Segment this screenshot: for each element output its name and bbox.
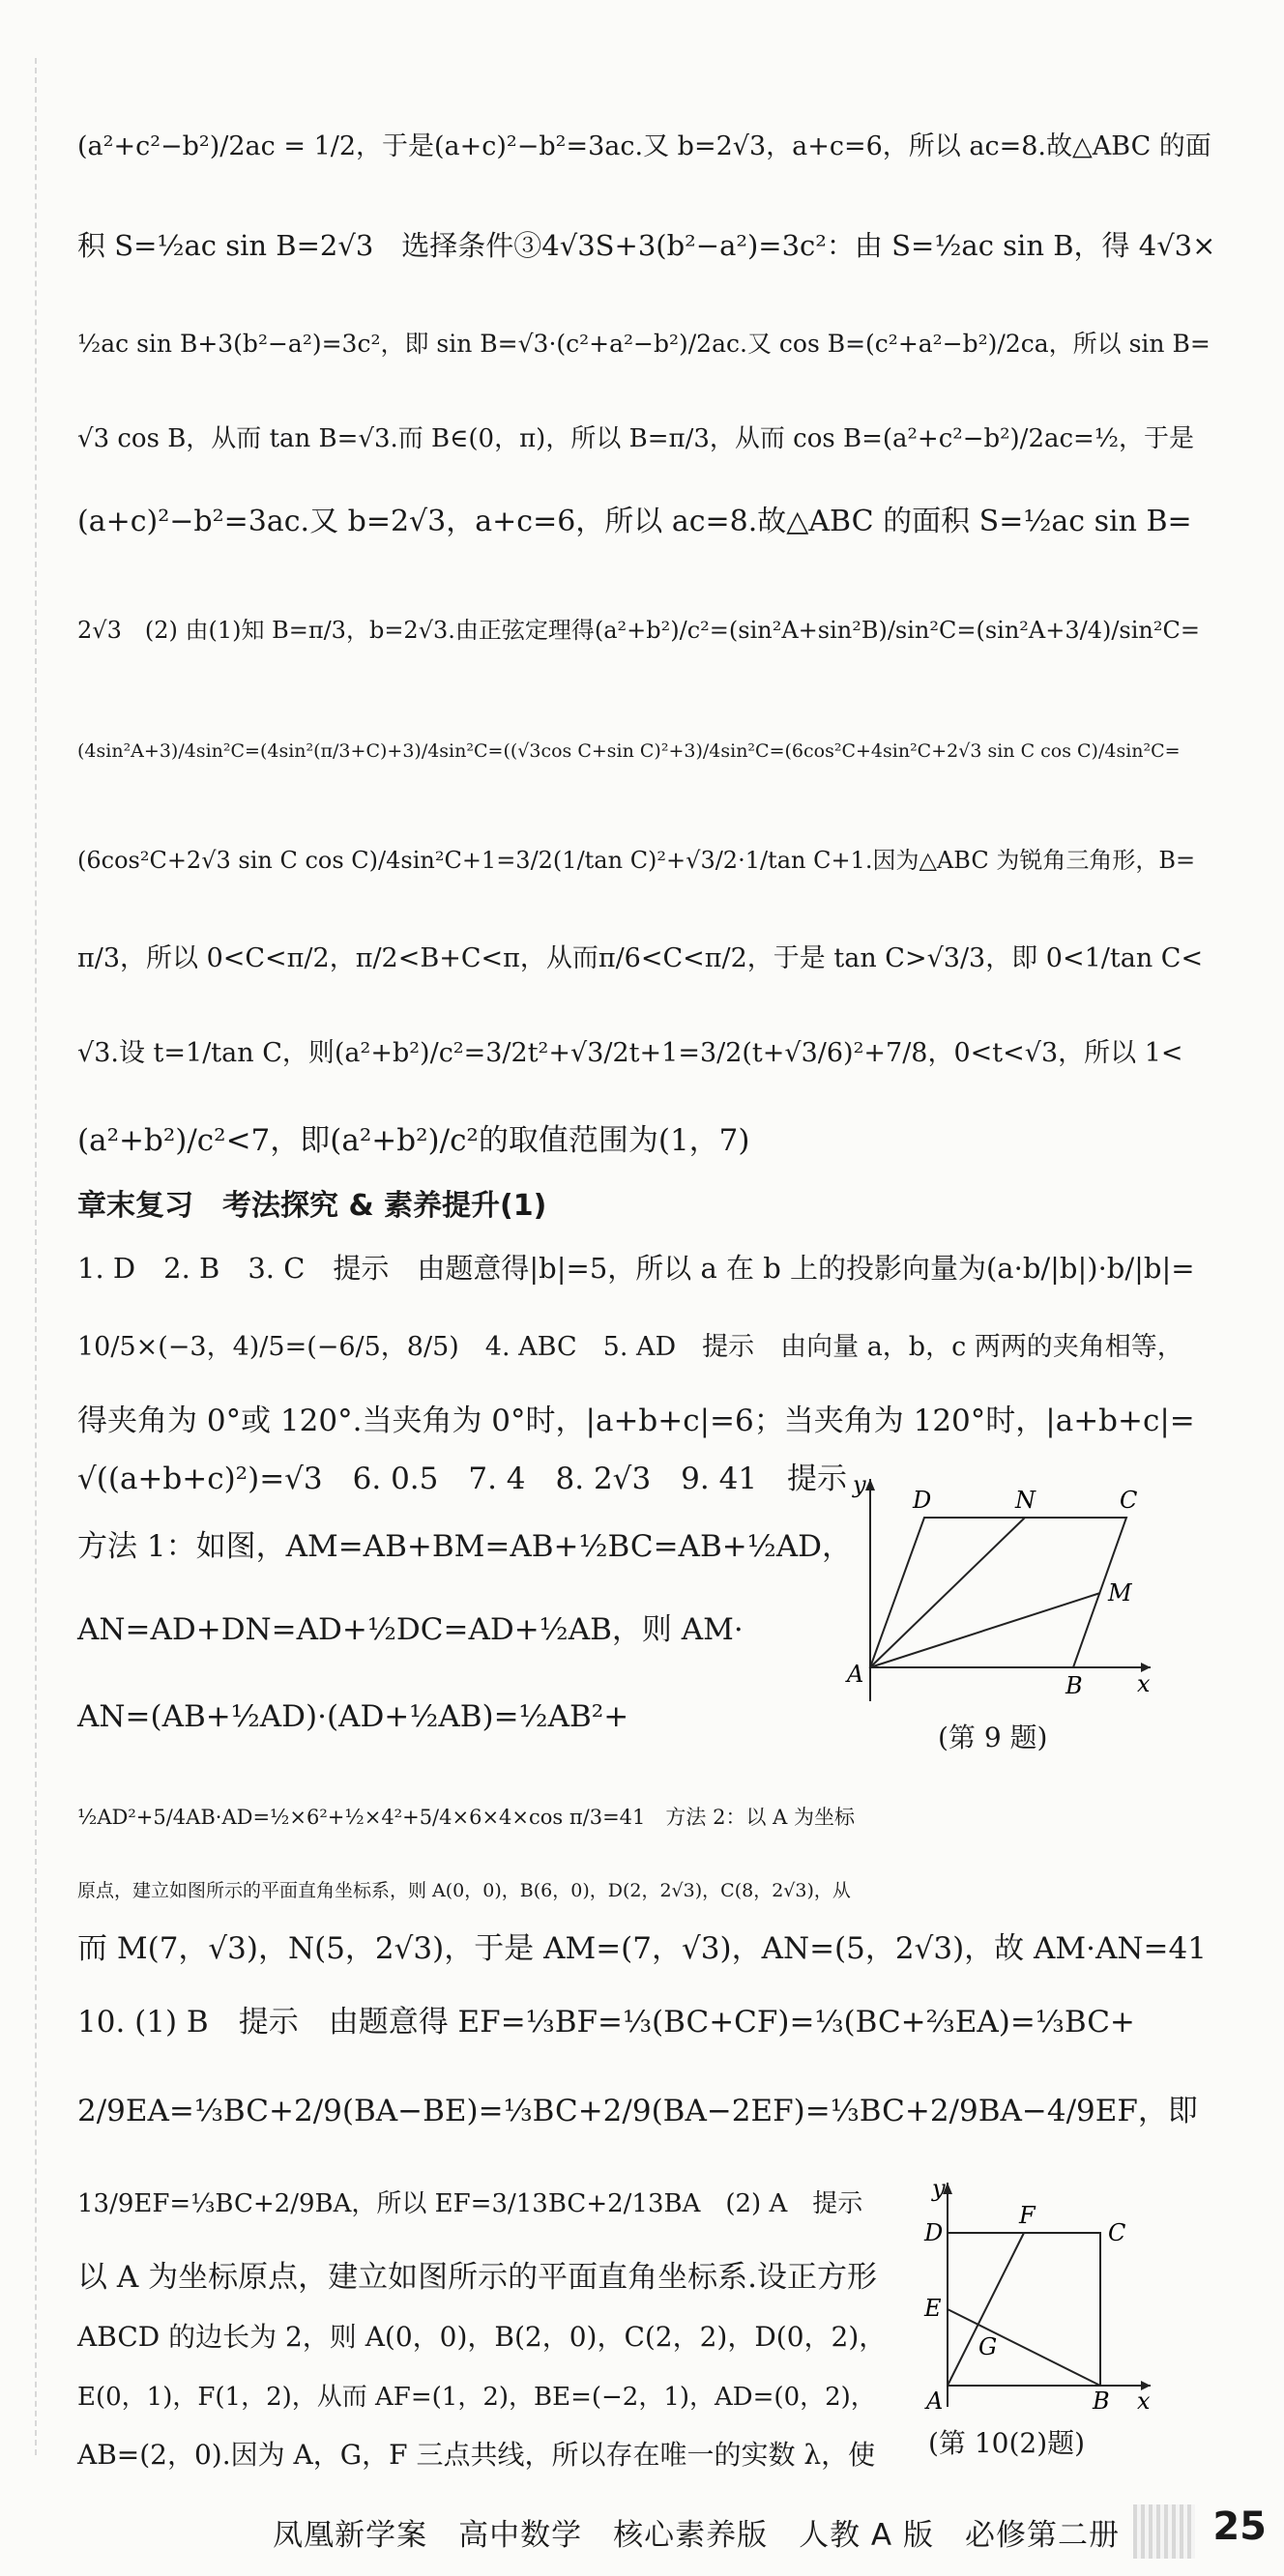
answer-line: 原点，建立如图所示的平面直角坐标系，则 A(0，0)，B(6，0)，D(2，2√3)，C(8，2√3)，从 xyxy=(77,1880,851,1901)
qr-code-icon xyxy=(1133,2504,1195,2559)
answer-line: 13/9EF=⅓BC+2/9BA，所以 EF=3/13BC+2/13BA (2) A 提示 xyxy=(77,2189,863,2218)
section-title: 章末复习 考法探究 & 素养提升(1) xyxy=(77,1189,547,1223)
answer-line: AB=(2，0).因为 A，G，F 三点共线，所以存在唯一的实数 λ，使 xyxy=(77,2439,876,2471)
page-number: 25 xyxy=(1212,2504,1267,2549)
answer-line: ABCD 的边长为 2，则 A(0，0)，B(2，0)，C(2，2)，D(0，2)， xyxy=(77,2321,887,2353)
fig9-label-x: x xyxy=(1137,1670,1151,1697)
fig10-label-c: C xyxy=(1108,2219,1126,2246)
text-line: √3.设 t=1/tan C，则(a²+b²)/c²=3/2t²+√3/2t+1=3/2(t+√3/6)²+7/8，0<t<√3，所以 1< xyxy=(77,1038,1183,1068)
page-footer xyxy=(0,2499,1284,2566)
answer-line: 2/9EA=⅓BC+2/9(BA−BE)=⅓BC+2/9(BA−2EF)=⅓BC+2/9BA−4/9EF，即 xyxy=(77,2094,1198,2128)
answer-line: 1. D 2. B 3. C 提示 由题意得|b|=5，所以 a 在 b 上的投影向量为(a·b/|b|)·b/|b|= xyxy=(77,1252,1195,1285)
answer-line: √((a+b+c)²)=√3 6. 0.5 7. 4 8. 2√3 9. 41 提示 xyxy=(77,1462,848,1496)
text-line: (a+c)²−b²=3ac.又 b=2√3，a+c=6，所以 ac=8.故△ABC 的面积 S=½ac sin B= xyxy=(77,505,1192,538)
fig9-label-n: N xyxy=(1015,1487,1036,1514)
binding-margin-line xyxy=(35,58,37,2455)
fig10-label-x: x xyxy=(1137,2388,1151,2415)
figure-9-caption: (第 9 题) xyxy=(938,1722,1048,1753)
text-line: (6cos²C+2√3 sin C cos C)/4sin²C+1=3/2(1/tan C)²+√3/2·1/tan C+1.因为△ABC 为锐角三角形，B= xyxy=(77,847,1196,874)
text-line: 积 S=½ac sin B=2√3 选择条件③4√3S+3(b²−a²)=3c²：由 S=½ac sin B，得 4√3× xyxy=(77,229,1216,262)
fig9-label-b: B xyxy=(1065,1672,1083,1699)
fig9-label-d: D xyxy=(913,1487,932,1514)
fig10-label-e: E xyxy=(924,2295,942,2322)
answer-line: 而 M(7，√3)，N(5，2√3)，于是 AM=(7，√3)，AN=(5，2√3)，故 AM·AN=41 xyxy=(77,1931,1207,1966)
figure-10-2-caption: (第 10(2)题) xyxy=(928,2427,1086,2459)
text-line: π/3，所以 0<C<π/2，π/2<B+C<π，从而π/6<C<π/2，于是 tan C>√3/3，即 0<1/tan C< xyxy=(77,943,1204,973)
text-line: ½ac sin B+3(b²−a²)=3c²，即 sin B=√3·(c²+a²−b²)/2ac.又 cos B=(c²+a²−b²)/2ca，所以 sin B= xyxy=(77,330,1211,358)
footer-book-title: 凤凰新学案 高中数学 核心素养版 人教 A 版 必修第二册 xyxy=(273,2518,1120,2553)
figure-10-2 xyxy=(919,2175,1170,2465)
fig9-label-m: M xyxy=(1108,1579,1132,1606)
fig9-label-y: y xyxy=(853,1471,866,1498)
text-line: √3 cos B，从而 tan B=√3.而 B∈(0，π)，所以 B=π/3，从而 cos B=(a²+c²−b²)/2ac=½，于是 xyxy=(77,424,1195,453)
answer-line: 10. (1) B 提示 由题意得 EF=⅓BF=⅓(BC+CF)=⅓(BC+⅔EA)=⅓BC+ xyxy=(77,2005,1135,2040)
fig10-label-g: G xyxy=(978,2333,998,2360)
text-line: (a²+c²−b²)/2ac = 1/2，于是(a+c)²−b²=3ac.又 b=2√3，a+c=6，所以 ac=8.故△ABC 的面 xyxy=(77,131,1211,161)
answer-line: AN=(AB+½AD)·(AD+½AB)=½AB²+ xyxy=(77,1699,629,1734)
fig9-label-a: A xyxy=(847,1661,864,1688)
answer-line: 以 A 为坐标原点，建立如图所示的平面直角坐标系.设正方形 xyxy=(77,2260,877,2295)
answer-line: AN=AD+DN=AD+½DC=AD+½AB，则 AM· xyxy=(77,1612,744,1647)
answer-line: E(0，1)，F(1，2)，从而 AF=(1，2)，BE=(−2，1)，AD=(0，2)， xyxy=(77,2383,876,2412)
fig10-label-y: y xyxy=(932,2175,946,2202)
figure-9 xyxy=(841,1469,1160,1759)
answer-line: 10/5×(−3，4)/5=(−6/5，8/5) 4. ABC 5. AD 提示 由向量 a，b，c 两两的夹角相等， xyxy=(77,1332,1183,1362)
figure-9-diagram xyxy=(841,1469,1160,1711)
answer-line: ½AD²+5/4AB·AD=½×6²+½×4²+5/4×6×4×cos π/3=41 方法 2：以 A 为坐标 xyxy=(77,1806,855,1829)
text-line: (a²+b²)/c²<7，即(a²+b²)/c²的取值范围为(1，7) xyxy=(77,1123,750,1158)
fig10-label-b: B xyxy=(1093,2388,1110,2415)
fig10-label-a: A xyxy=(926,2388,944,2415)
fig9-label-c: C xyxy=(1120,1487,1138,1514)
answer-line: 方法 1：如图，AM=AB+BM=AB+½BC=AB+½AD， xyxy=(77,1529,852,1564)
fig10-label-f: F xyxy=(1019,2202,1036,2229)
fig10-label-d: D xyxy=(924,2219,944,2246)
text-line: (4sin²A+3)/4sin²C=(4sin²(π/3+C)+3)/4sin²C=((√3cos C+sin C)²+3)/4sin²C=(6cos²C+4sin²C+2√3 sin C cos C)/4sin²C= xyxy=(77,740,1181,762)
figure-10-2-diagram xyxy=(919,2175,1160,2417)
text-line: 2√3 (2) 由(1)知 B=π/3，b=2√3.由正弦定理得(a²+b²)/c²=(sin²A+sin²B)/sin²C=(sin²A+3/4)/sin²C= xyxy=(77,617,1200,644)
answer-line: 得夹角为 0°或 120°.当夹角为 0°时，|a+b+c|=6；当夹角为 120°时，|a+b+c|= xyxy=(77,1404,1195,1438)
